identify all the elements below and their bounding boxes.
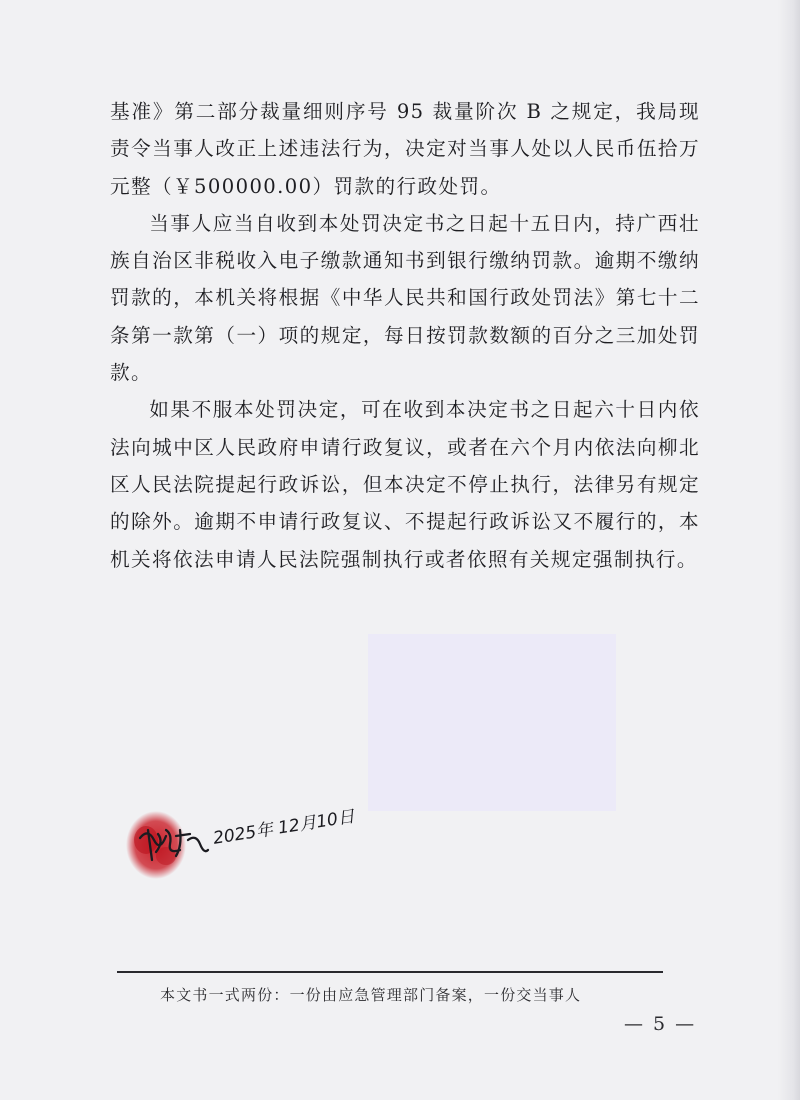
paragraph-penalty-decision: 基准》第二部分裁量细则序号 95 裁量阶次 B 之规定，我局现责令当事人改正上述违法行为，决定对当事人处以人民币伍拾万元整（￥500000.00）罚款的行政处罚。 [110, 100, 700, 198]
page-number: — 5 — [624, 1013, 697, 1035]
paragraph-payment-instructions: 当事人应当自收到本处罚决定书之日起十五日内，持广西壮族自治区非税收入电子缴款通知书到银行缴纳罚款。逾期不缴纳罚款的，本机关将根据《中华人民共和国行政处罚法》第七十二条第一款第（一）项的规定，每日按罚款数额的百分之三加处罚款。 [110, 211, 700, 385]
footer-divider [117, 971, 663, 973]
paragraph-appeal-rights: 如果不服本处罚决定，可在收到本决定书之日起六十日内依法向城中区人民政府申请行政复议，或者在六个月内依法向柳北区人民法院提起行政诉讼，但本决定不停止执行，法律另有规定的除外。逾期不申请行政复议、不提起行政诉讼又不履行的，本机关将依法申请人民法院强制执行或者依照有关规定强制执行。 [110, 398, 700, 571]
signature-date: 2025年 12月10日 [211, 806, 357, 849]
redacted-seal-block [368, 634, 616, 811]
scan-edge-shadow [778, 0, 800, 1100]
footer-note: 本文书一式两份：一份由应急管理部门备案，一份交当事人 [160, 986, 582, 1004]
signature-area [118, 800, 358, 890]
document-body [110, 93, 700, 578]
